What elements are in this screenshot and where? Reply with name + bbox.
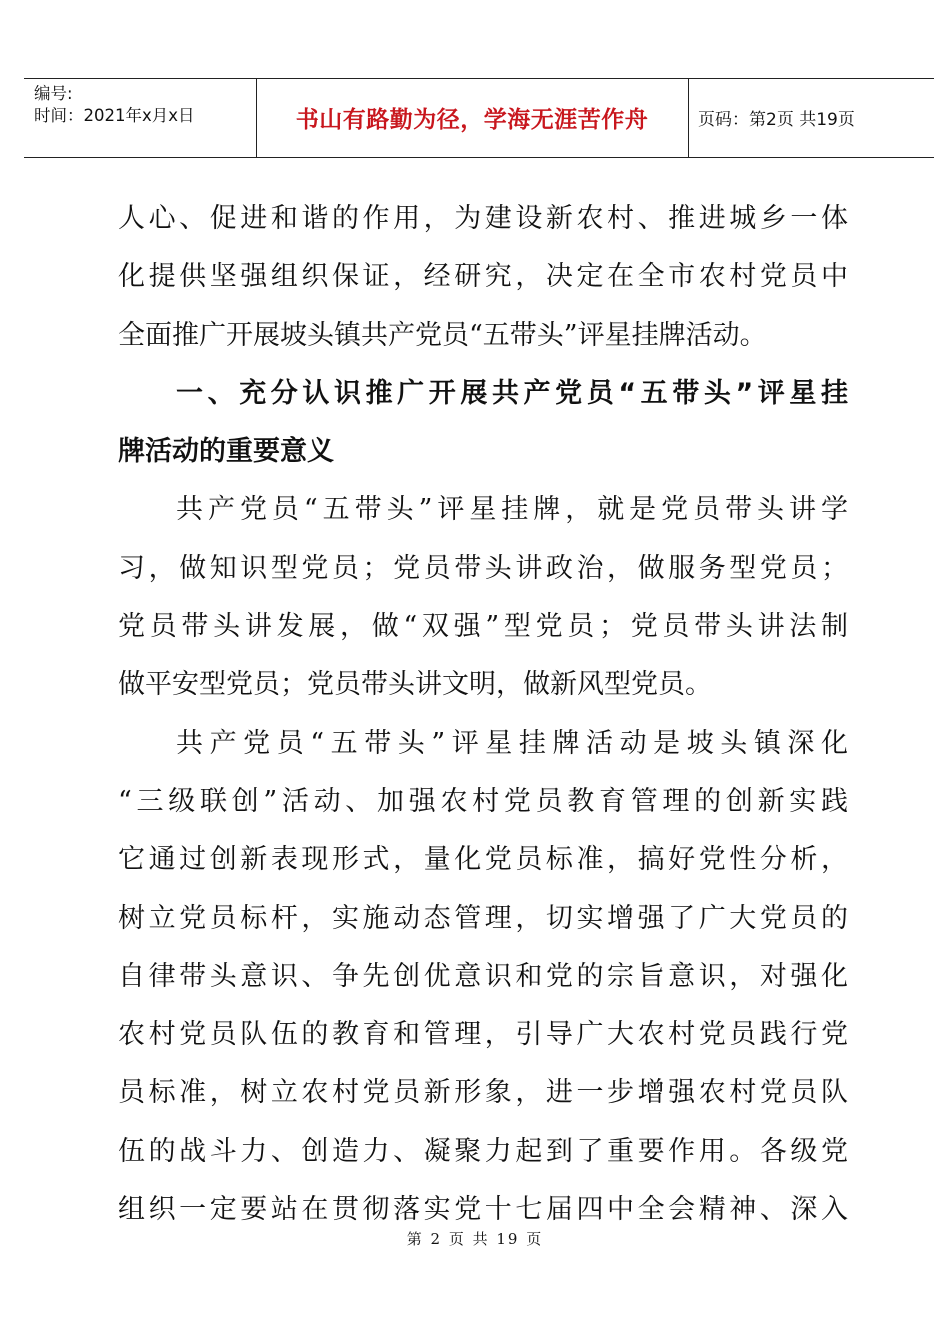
body-line: 树立党员标杆，实施动态管理，切实增强了广大党员的	[118, 902, 848, 934]
page-header	[24, 78, 934, 158]
header-motto: 书山有路勤为径，学海无涯苦作舟	[295, 107, 649, 133]
serial-number-label: 编号:	[34, 84, 73, 103]
header-meta	[34, 83, 195, 127]
body-line: 员标准，树立农村党员新形象，进一步增强农村党员队	[118, 1077, 848, 1109]
body-line: 人心、促进和谐的作用，为建设新农村、推进城乡一体	[118, 203, 848, 234]
body-line: 组织一定要站在贯彻落实党十七届四中全会精神、深入	[118, 1194, 848, 1226]
body-line: 全面推广开展坡头镇共产党员“五带头”评星挂牌活动。	[118, 319, 767, 351]
page-footer: 第 2 页 共 19 页	[406, 1230, 544, 1248]
section-heading: 一、充分认识推广开展共产党员“五带头”评星挂	[176, 377, 848, 409]
body-line: 共产党员“五带头”评星挂牌，就是党员带头讲学	[176, 494, 848, 526]
body-line: “三级联创”活动、加强农村党员教育管理的创新实践	[118, 785, 848, 817]
body-line: 做平安型党员；党员带头讲文明，做新风型党员。	[118, 669, 712, 701]
body-line: 化提供坚强组织保证，经研究，决定在全市农村党员中	[118, 261, 848, 293]
body-line: 习，做知识型党员；党员带头讲政治，做服务型党员；	[118, 552, 848, 584]
time-label: 时间：2021年x月x日	[34, 106, 195, 125]
section-heading: 牌活动的重要意义	[118, 436, 334, 468]
header-page-number: 页码：第2页 共19页	[698, 110, 855, 130]
body-line: 自律带头意识、争先创优意识和党的宗旨意识，对强化	[118, 960, 848, 992]
document-body	[118, 190, 848, 1239]
body-line: 伍的战斗力、创造力、凝聚力起到了重要作用。各级党	[118, 1135, 848, 1167]
body-line: 共产党员“五带头”评星挂牌活动是坡头镇深化	[176, 727, 848, 759]
body-line: 农村党员队伍的教育和管理，引导广大农村党员践行党	[118, 1019, 848, 1051]
body-line: 它通过创新表现形式，量化党员标准，搞好党性分析，	[118, 844, 848, 876]
body-line: 党员带头讲发展，做“双强”型党员；党员带头讲法制	[118, 611, 848, 643]
